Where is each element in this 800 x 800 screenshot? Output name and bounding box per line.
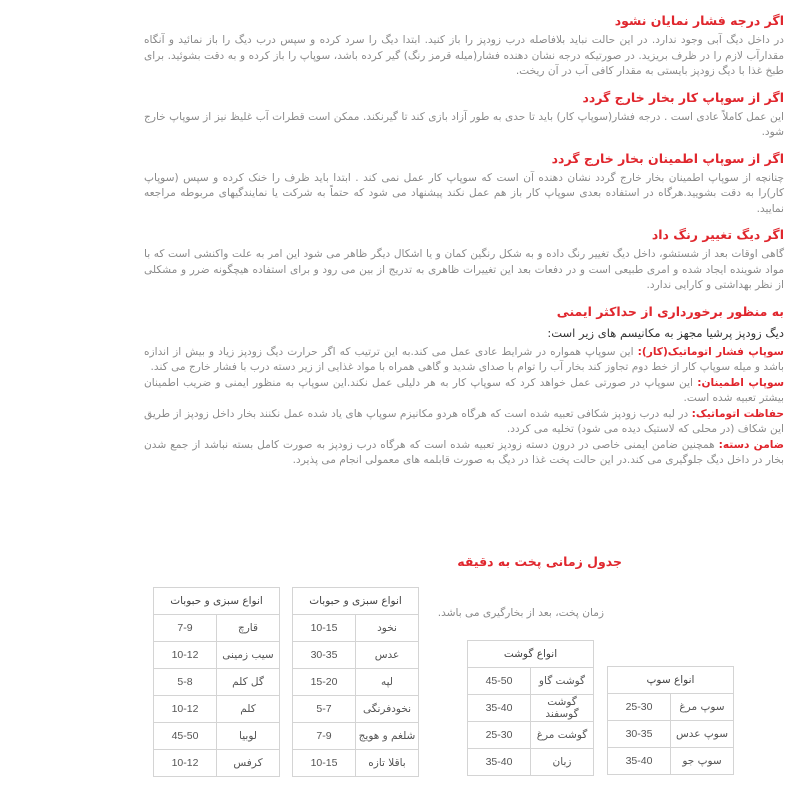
section-safety-valve-steam	[144, 150, 784, 218]
food-name-cell: گوشت مرغ	[531, 722, 594, 749]
food-name-cell: زبان	[531, 749, 594, 776]
section-heading: اگر درجه فشار نمایان نشود	[614, 13, 784, 28]
safety-item-text: این سوپاپ در صورتی عمل خواهد کرد که سوپاپ کار به هر دلیلی عمل نکند.این سوپاپ به منظور ایمنی و ضریب اطمینان بیشتر تعبیه شده است.	[144, 376, 784, 404]
table-row	[154, 642, 280, 669]
safety-item-label: حفاظت اتوماتیک:	[691, 407, 785, 420]
cook-time-cell: 30-35	[608, 721, 671, 748]
section-pressure-indicator	[144, 12, 784, 80]
section-body: در داخل دیگ آبی وجود ندارد. در این حالت نباید بلافاصله درب زودپز را باز کنید. ابتدا دیگ را سرد کرده و سپس درب دیگ را باز نمائید و آنگاه مقدارآب لازم را در ظرف بریزید. در صورتیکه درجه نشان دهنده فشار(میله قرمز رنگ) گیر کرده باشد، سوپاپ را باز کرده و به دقت بشوئید. برای طبخ غذا با دیگ زودپز بایستی به مقدار کافی آب در آن ریخت.	[144, 34, 784, 77]
table-row	[293, 669, 419, 696]
food-name-cell: نخودفرنگی	[356, 696, 419, 723]
safety-item-handle-lock	[144, 438, 784, 469]
food-name-cell: نخود	[356, 615, 419, 642]
section-body: گاهی اوقات بعد از شستشو، داخل دیگ تغییر رنگ داده و به شکل رنگین کمان و یا اشکال دیگر ظاهر می شود این امر به علت واکنشی است که با مواد شوینده ایجاد شده و امری طبیعی است و در دفعات بعد این تغییرات ظاهری به تدریج از بین می رود و برای استفاده هیچگونه ضرر و مشکلی از نظر بهداشتی و کارایی ندارد.	[144, 248, 784, 291]
safety-item-text: در لبه درب زودپز شکافی تعبیه شده است که هرگاه هردو مکانیزم سوپاپ های یاد شده عمل نکنند بخار داخل زودپز از طریق این شکاف (در محلی که لاستیک دیده می شود) تخلیه می کردد.	[144, 407, 784, 435]
food-name-cell: کرفس	[217, 750, 280, 777]
table-row	[293, 723, 419, 750]
cook-time-cell: 10-15	[293, 750, 356, 777]
table-row	[154, 750, 280, 777]
table-row	[293, 615, 419, 642]
cook-time-cell: 5-8	[154, 669, 217, 696]
safety-item-label: سوپاپ اطمینان:	[697, 376, 784, 389]
meat-table	[467, 640, 594, 776]
cook-time-cell: 30-35	[293, 642, 356, 669]
section-heading: اگر دیگ تغییر رنگ داد	[651, 227, 784, 242]
table-row	[468, 722, 594, 749]
cooking-times-title: جدول زمانی پخت به دقیقه	[457, 554, 622, 569]
safety-subtitle: دیگ زودپز پرشیا مجهز به مکانیسم های زیر است:	[547, 325, 784, 340]
cook-time-cell: 35-40	[608, 748, 671, 775]
cook-time-cell: 10-12	[154, 750, 217, 777]
table-header-row	[293, 588, 419, 615]
section-body: چنانچه از سوپاپ اطمینان بخار خارج گردد نشان دهنده آن است که سوپاپ کار عمل نمی کند . ابتدا باید ظرف را خنک کرده و سپس (سوپاپ کار)را به دقت بشوييد.هرگاه در استفاده بعدی سوپاپ کار باز هم عمل نکند پیشنهاد می شود که حتماً به شرکت یا نمایندگیهای مربوطه مراجعه نمایید.	[144, 171, 784, 215]
food-name-cell: گل کلم	[217, 669, 280, 696]
food-name-cell: قارچ	[217, 615, 280, 642]
table-row	[608, 721, 734, 748]
table-header: انواع سبزی و حبوبات	[154, 588, 280, 615]
food-name-cell: لپه	[356, 669, 419, 696]
cook-time-cell: 25-30	[608, 694, 671, 721]
manual-content	[144, 12, 784, 478]
cook-time-cell: 25-30	[468, 722, 531, 749]
food-name-cell: گوشت گوسفند	[531, 695, 594, 722]
table-row	[154, 669, 280, 696]
section-heading: اگر از سوپاپ کار بخار خارج گردد	[582, 89, 784, 105]
table-header: انواع سبزی و حبوبات	[293, 588, 419, 615]
cook-time-cell: 7-9	[154, 615, 217, 642]
vegetables-legumes-table-2	[153, 587, 280, 777]
vegetables-legumes-table-1	[292, 587, 419, 777]
cook-time-cell: 45-50	[154, 723, 217, 750]
table-header-row	[154, 588, 280, 615]
table-row	[154, 696, 280, 723]
section-working-valve-steam	[144, 89, 784, 141]
safety-item-text: این سوپاپ همواره در شرایط عادی عمل می کند.به این ترتیب که اگر حرارت دیگ زودپز زیاد و بیش از اندازه باشد و میله سوپاپ کار از خط دوم تجاوز کند بخار آب را توام با صدای شدید و گاهی همراه با مواد غذایی از زیر دسته درب با فشار خارج می کند.	[144, 345, 784, 373]
food-name-cell: کلم	[217, 696, 280, 723]
food-name-cell: لوبیا	[217, 723, 280, 750]
cook-time-cell: 7-9	[293, 723, 356, 750]
cook-time-cell: 5-7	[293, 696, 356, 723]
food-name-cell: شلغم و هویج	[356, 723, 419, 750]
cook-time-cell: 35-40	[468, 749, 531, 776]
table-row	[468, 668, 594, 695]
table-row	[608, 694, 734, 721]
food-name-cell: سوپ عدس	[671, 721, 734, 748]
safety-item-auto-protection	[144, 407, 784, 438]
cook-time-cell: 45-50	[468, 668, 531, 695]
table-header-row	[468, 641, 594, 668]
section-heading: اگر از سوپاپ اطمینان بخار خارج گردد	[551, 150, 784, 166]
cook-time-cell: 10-12	[154, 696, 217, 723]
table-row	[468, 695, 594, 722]
soup-table	[607, 666, 734, 775]
cooking-times-note: زمان پخت، بعد از بخارگیری می باشد.	[437, 607, 604, 619]
food-name-cell: سوپ مرغ	[671, 694, 734, 721]
food-name-cell: سوپ جو	[671, 748, 734, 775]
safety-item-text: همچنین ضامن ایمنی خاصی در درون دسته زودپز تعبیه شده است که هرگاه درب زودپز به صورت کامل بسته نباشد از جمع شدن بخار در داخل دیگ جلوگیری می کند.در این حالت پخت غذا در دیگ به صورت قابلمه های معمولی انجام می پذیرد.	[144, 438, 784, 466]
safety-item-pressure-valve	[144, 345, 784, 376]
safety-item-label: ضامن دسته:	[718, 438, 784, 451]
cook-time-cell: 10-12	[154, 642, 217, 669]
food-name-cell: باقلا تازه	[356, 750, 419, 777]
section-discoloration	[144, 226, 784, 294]
cook-time-cell: 15-20	[293, 669, 356, 696]
table-row	[608, 748, 734, 775]
table-row	[293, 696, 419, 723]
food-name-cell: سیب زمینی	[217, 642, 280, 669]
cook-time-cell: 10-15	[293, 615, 356, 642]
section-safety-mechanisms	[144, 303, 784, 469]
table-row	[468, 749, 594, 776]
table-row	[154, 723, 280, 750]
food-name-cell: عدس	[356, 642, 419, 669]
section-body: این عمل کاملاً عادی است . درجه فشار(سوپاپ کار) باید تا حدی به طور آزاد بازی کند تا گیرنکند. ممکن است قطرات آب غلیظ نیز از سوپاپ خارج شود.	[144, 110, 784, 138]
table-row	[293, 642, 419, 669]
cook-time-cell: 35-40	[468, 695, 531, 722]
food-name-cell: گوشت گاو	[531, 668, 594, 695]
table-header: انواع گوشت	[468, 641, 594, 668]
table-header-row	[608, 667, 734, 694]
table-row	[293, 750, 419, 777]
table-header: انواع سوپ	[608, 667, 734, 694]
table-row	[154, 615, 280, 642]
safety-heading: به منظور برخورداری از حداکثر ایمنی	[556, 303, 784, 319]
safety-item-label: سوپاپ فشار اتوماتیک(کار):	[637, 345, 784, 358]
safety-item-safety-valve	[144, 376, 784, 407]
